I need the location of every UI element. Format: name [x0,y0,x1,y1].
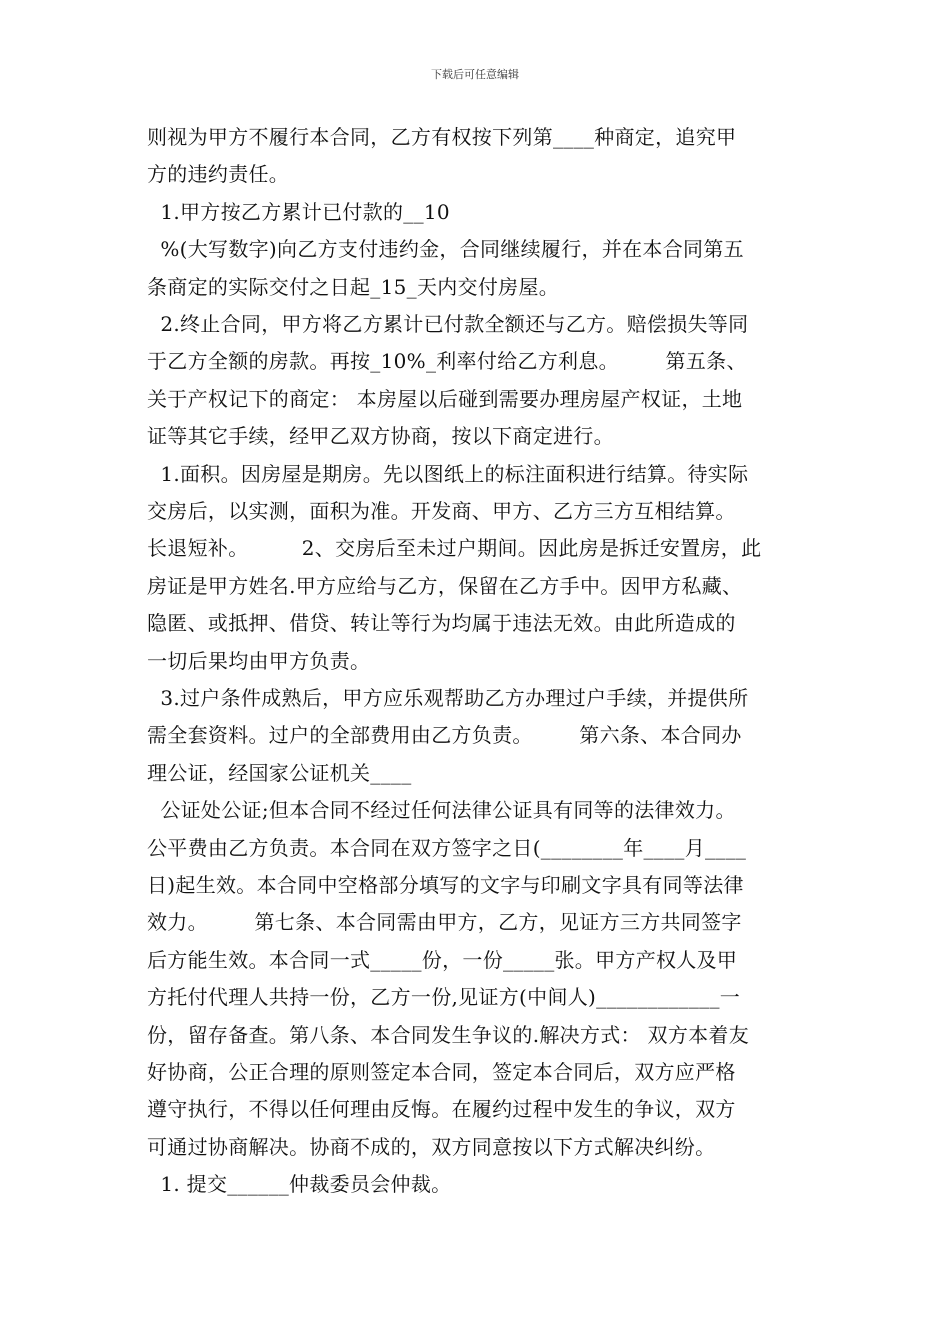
text-line: 效力。 第七条、本合同需由甲方，乙方，见证方三方共同签字 [147,910,742,934]
text-line: 公平费由乙方负责。本合同在双方签字之日(________年____月____ [147,836,747,860]
text-line: 方的违约责任。 [147,162,290,186]
text-line: 1. 提交______仲裁委员会仲裁。 [147,1172,452,1196]
text-line: %(大写数字)向乙方支付违约金，合同继续履行，并在本合同第五 [147,237,744,261]
text-line: 1.甲方按乙方累计已付款的__10 [147,200,450,224]
text-line: 一切后果均由甲方负责。 [147,649,371,673]
page-header: 下载后可任意编辑 [431,68,519,81]
text-line: 于乙方全额的房款。再按_10%_利率付给乙方利息。 第五条、 [147,349,747,373]
text-line: 后方能生效。本合同一式_____份，一份_____张。甲方产权人及甲 [147,948,738,972]
text-line: 公证处公证;但本合同不经过任何法律公证具有同等的法律效力。 [147,798,736,822]
text-line: 证等其它手续，经甲乙双方协商，按以下商定进行。 [147,424,614,448]
text-line: 可通过协商解决。协商不成的，双方同意按以下方式解决纠纷。 [147,1135,716,1159]
text-line: 长退短补。 2、交房后至未过户期间。因此房是拆迁安置房，此 [147,536,762,560]
text-line: 日)起生效。本合同中空格部分填写的文字与印刷文字具有同等法律 [147,873,744,897]
text-line: 房证是甲方姓名.甲方应给与乙方，保留在乙方手中。因甲方私藏、 [147,574,743,598]
text-line: 隐匿、或抵押、借贷、转让等行为均属于违法无效。由此所造成的 [147,611,736,635]
text-line: 2.终止合同，甲方将乙方累计已付款全额还与乙方。赔偿损失等同 [147,312,749,336]
text-line: 需全套资料。过户的全部费用由乙方负责。 第六条、本合同办 [147,723,742,747]
text-line: 则视为甲方不履行本合同，乙方有权按下列第____种商定，追究甲 [147,125,737,149]
text-line: 份，留存备查。第八条、本合同发生争议的.解决方式： 双方本着友 [147,1023,750,1047]
text-line: 遵守执行，不得以任何理由反悔。在履约过程中发生的争议，双方 [147,1097,736,1121]
text-line: 理公证，经国家公证机关____ [147,761,412,785]
text-line: 条商定的实际交付之日起_15_天内交付房屋。 [147,275,560,299]
text-line: 交房后，以实测，面积为准。开发商、甲方、乙方三方互相结算。 [147,499,736,523]
text-line: 方托付代理人共持一份，乙方一份,见证方(中间人)____________一 [147,985,741,1009]
text-line: 关于产权记下的商定： 本房屋以后碰到需要办理房屋产权证，土地 [147,387,743,411]
text-line: 3.过户条件成熟后，甲方应乐观帮助乙方办理过户手续，并提供所 [147,686,749,710]
text-line: 1.面积。因房屋是期房。先以图纸上的标注面积进行结算。待实际 [147,462,749,486]
text-line: 好协商，公正合理的原则签定本合同，签定本合同后，双方应严格 [147,1060,736,1084]
